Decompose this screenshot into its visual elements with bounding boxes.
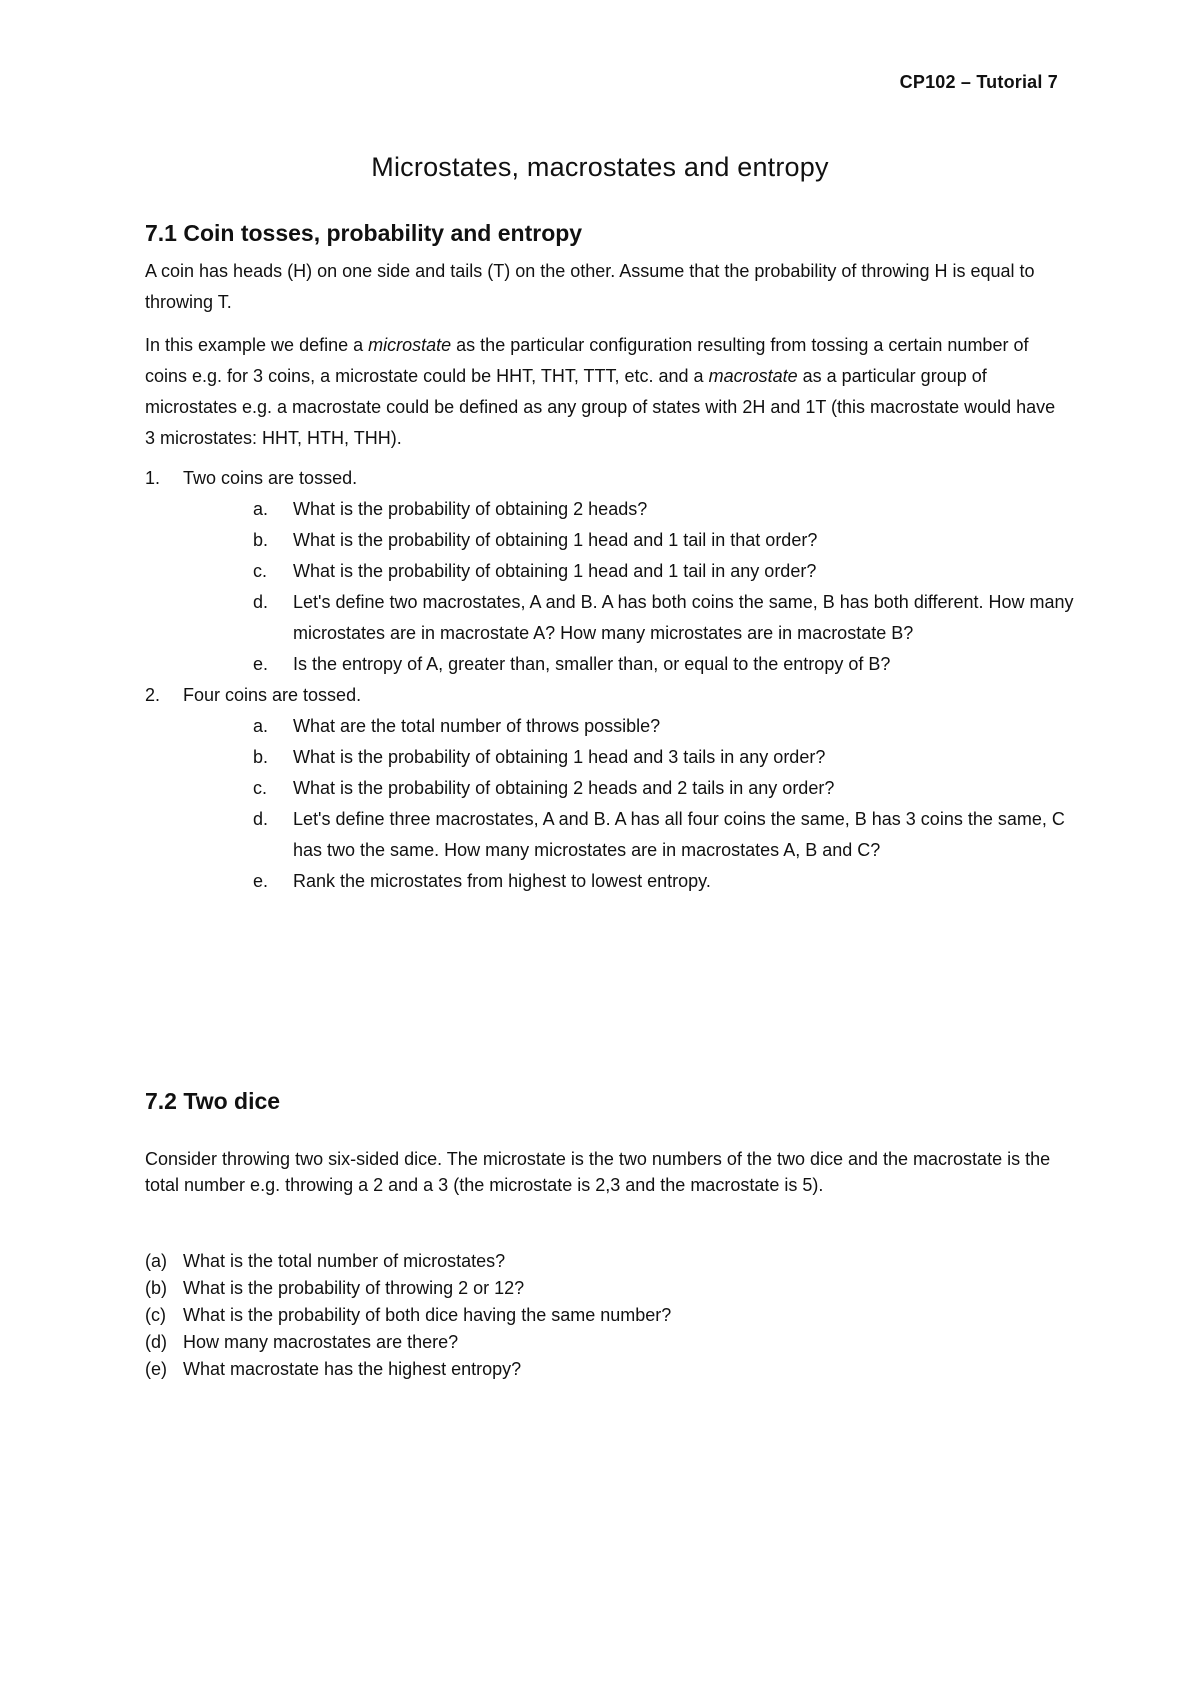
question-number: 1. (145, 468, 161, 488)
sub-question-letter: a. (253, 716, 269, 736)
definition-text-2: as the particular configuration resulting from tossing a certain number of coins e.g. for 3 coins, a microstate could be HHT, THT, TTT, etc. and a (145, 335, 1029, 386)
question-1-subs (145, 494, 1075, 680)
sub-question-letter: e. (253, 871, 269, 891)
macrostate-term: macrostate (708, 366, 798, 386)
sub-question (145, 866, 1075, 897)
question-text: Four coins are tossed. (183, 685, 362, 705)
sub-question-text: Let's define three macrostates, A and B. A has all four coins the same, B has 3 coins the same, C has two the same. How many microstates are in macrostates A, B and C? (293, 809, 1065, 860)
sub-question (145, 525, 1075, 556)
dice-question-letter: (c) (145, 1305, 166, 1325)
dice-question-letter: (d) (145, 1332, 167, 1352)
dice-question (145, 1248, 1075, 1275)
dice-question-list (145, 1248, 1075, 1383)
sub-question-letter: d. (253, 592, 269, 612)
sub-question (145, 804, 1075, 866)
sub-question-letter: b. (253, 747, 269, 767)
definition-text-3: as a particular group of microstates e.g. a macrostate could be defined as any group of states with 2H and 1T (this macrostate would have 3 microstates: HHT, HTH, THH). (145, 366, 1056, 448)
sub-question (145, 556, 1075, 587)
page-title: Microstates, macrostates and entropy (371, 152, 829, 182)
dice-question-text: What is the probability of both dice having the same number? (183, 1305, 672, 1325)
sub-question (145, 711, 1075, 742)
sub-question-text: Let's define two macrostates, A and B. A has both coins the same, B has both different. How many microstates are in macrostate A? How many microstates are in macrostate B? (293, 592, 1074, 643)
sub-question-text: What is the probability of obtaining 1 head and 3 tails in any order? (293, 747, 826, 767)
dice-question-letter: (e) (145, 1359, 167, 1379)
sub-question-letter: c. (253, 778, 268, 798)
sub-question-text: What is the probability of obtaining 1 head and 1 tail in that order? (293, 530, 818, 550)
sub-question-letter: b. (253, 530, 269, 550)
intro-paragraph: A coin has heads (H) on one side and tails (T) on the other. Assume that the probability of throwing H is equal to throwing T. (145, 261, 1035, 312)
dice-question (145, 1275, 1075, 1302)
dice-question (145, 1356, 1075, 1383)
question-text: Two coins are tossed. (183, 468, 358, 488)
dice-question-text: What macrostate has the highest entropy? (183, 1359, 522, 1379)
sub-question (145, 773, 1075, 804)
question-number: 2. (145, 685, 161, 705)
sub-question-text: Is the entropy of A, greater than, smaller than, or equal to the entropy of B? (293, 654, 891, 674)
sub-question-letter: a. (253, 499, 269, 519)
dice-question-letter: (a) (145, 1251, 167, 1271)
sub-question-letter: e. (253, 654, 269, 674)
course-header: CP102 – Tutorial 7 (899, 72, 1058, 92)
microstate-term: microstate (368, 335, 452, 355)
sub-question (145, 742, 1075, 773)
sub-question-text: What are the total number of throws possible? (293, 716, 661, 736)
coin-question-list (145, 463, 1075, 897)
section-heading-coin-tosses: 7.1 Coin tosses, probability and entropy (145, 220, 583, 246)
dice-question-text: What is the total number of microstates? (183, 1251, 506, 1271)
sub-question-letter: c. (253, 561, 268, 581)
dice-question-letter: (b) (145, 1278, 167, 1298)
dice-question (145, 1302, 1075, 1329)
dice-question-text: What is the probability of throwing 2 or 12? (183, 1278, 525, 1298)
definition-paragraph (145, 330, 1065, 454)
sub-question (145, 587, 1075, 649)
question-2-subs (145, 711, 1075, 897)
question-1 (145, 463, 1075, 494)
section-heading-two-dice: 7.2 Two dice (145, 1088, 281, 1114)
dice-question (145, 1329, 1075, 1356)
dice-question-text: How many macrostates are there? (183, 1332, 459, 1352)
question-2 (145, 680, 1075, 711)
sub-question (145, 649, 1075, 680)
dice-paragraph: Consider throwing two six-sided dice. The microstate is the two numbers of the two dice and the macrostate is the total number e.g. throwing a 2 and a 3 (the microstate is 2,3 and the macrostate is 5). (145, 1149, 1051, 1195)
sub-question-text: What is the probability of obtaining 1 head and 1 tail in any order? (293, 561, 817, 581)
sub-question (145, 494, 1075, 525)
sub-question-text: What is the probability of obtaining 2 heads? (293, 499, 648, 519)
sub-question-text: Rank the microstates from highest to lowest entropy. (293, 871, 711, 891)
sub-question-text: What is the probability of obtaining 2 heads and 2 tails in any order? (293, 778, 835, 798)
definition-text-1: In this example we define a (145, 335, 369, 355)
sub-question-letter: d. (253, 809, 269, 829)
